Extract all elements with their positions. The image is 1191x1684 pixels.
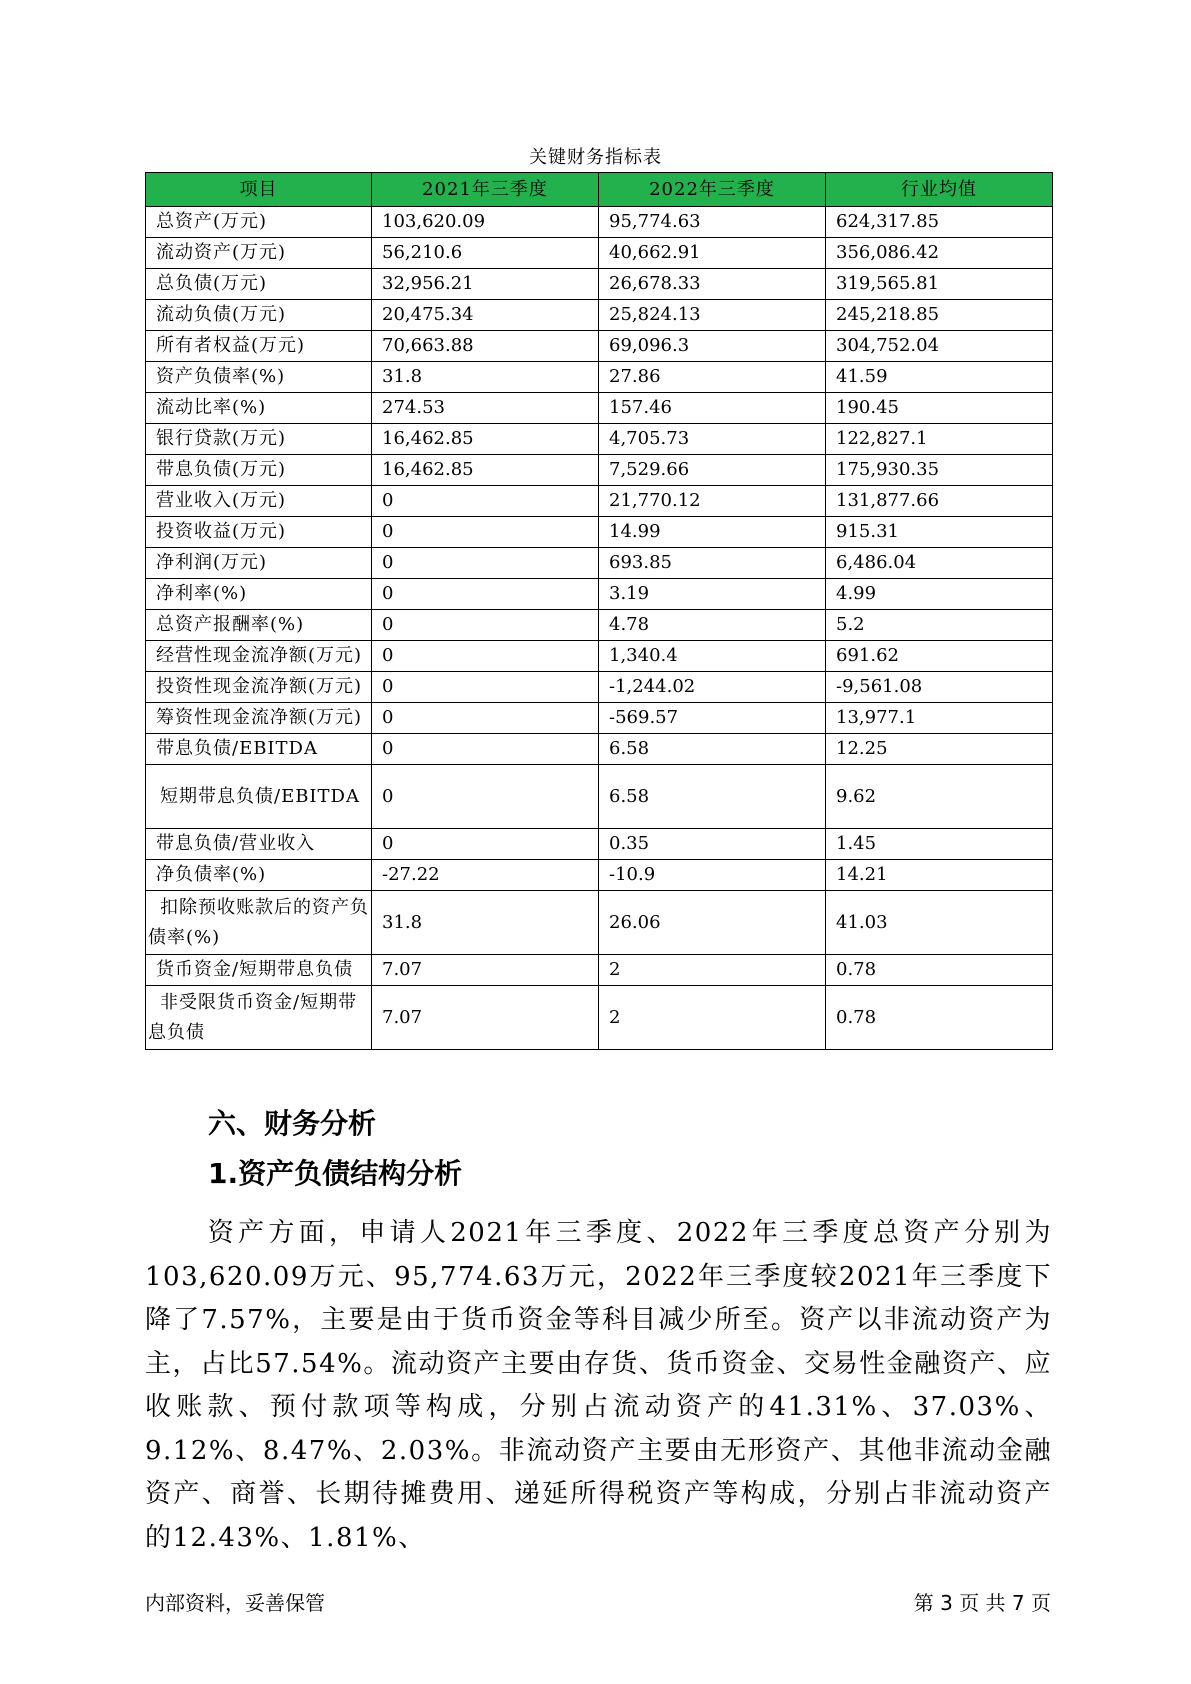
table-cell: 41.03 [826,891,1053,955]
table-row [146,393,1053,424]
table-cell: 4.78 [599,610,826,641]
table-row [146,269,1053,300]
table-row [146,955,1053,986]
table-row [146,238,1053,269]
table-caption: 关键财务指标表 [529,147,662,168]
body-paragraph-text: 资产方面，申请人2021年三季度、2022年三季度总资产分别为103,620.09万元、95,774.63万元，2022年三季度较2021年三季度下降了7.57%，主要是由于货币资金等科目减少所至。资产以非流动资产为主，占比57.54%。流动资产主要由存货、货币资金、交易性金融资产、应收账款、预付款项等构成，分别占流动资产的41.31%、37.03%、9.12%、8.47%、2.03%。非流动资产主要由无形资产、其他非流动金融资产、商誉、长期待摊费用、递延所得税资产等构成，分别占非流动资产的12.43%、1.81%、 [145,1218,1052,1553]
table-cell: 245,218.85 [826,300,1053,331]
table-row [146,765,1053,829]
row-label: 净利润(万元) [146,548,372,579]
row-label: 流动负债(万元) [146,300,372,331]
row-label: 带息负债(万元) [146,455,372,486]
table-cell: 69,096.3 [599,331,826,362]
table-cell: 0 [372,672,599,703]
table-cell: 915.31 [826,517,1053,548]
table-cell: 2 [599,986,826,1050]
table-row [146,579,1053,610]
table-cell: 3.19 [599,579,826,610]
header-2022q3: 2022年三季度 [599,173,826,207]
row-label: 短期带息负债/EBITDA [146,765,372,829]
table-cell: 1,340.4 [599,641,826,672]
table-cell: 693.85 [599,548,826,579]
table-cell: 27.86 [599,362,826,393]
table-cell: -1,244.02 [599,672,826,703]
table-cell: 319,565.81 [826,269,1053,300]
table-cell: 131,877.66 [826,486,1053,517]
table-row [146,860,1053,891]
table-cell: 25,824.13 [599,300,826,331]
table-cell: 624,317.85 [826,207,1053,238]
section-heading: 六、财务分析 [208,1107,377,1140]
table-cell: 274.53 [372,393,599,424]
footer-page-number: 第 3 页 共 7 页 [913,1591,1051,1615]
table-cell: 0 [372,641,599,672]
table-cell: 32,956.21 [372,269,599,300]
row-label: 净负债率(%) [146,860,372,891]
table-cell: 56,210.6 [372,238,599,269]
table-cell: 0 [372,829,599,860]
row-label: 所有者权益(万元) [146,331,372,362]
table-row [146,734,1053,765]
header-2021q3: 2021年三季度 [372,173,599,207]
table-cell: 0.78 [826,986,1053,1050]
table-row [146,424,1053,455]
row-label: 非受限货币资金/短期带息负债 [146,986,372,1050]
table-cell: 6.58 [599,765,826,829]
table-cell: -27.22 [372,860,599,891]
table-cell: 95,774.63 [599,207,826,238]
table-cell: 0.78 [826,955,1053,986]
table-cell: 41.59 [826,362,1053,393]
row-label: 银行贷款(万元) [146,424,372,455]
table-cell: 0 [372,610,599,641]
row-label: 净利率(%) [146,579,372,610]
body-paragraph [145,1212,1052,1560]
header-industry-avg: 行业均值 [826,173,1053,207]
table-cell: 4.99 [826,579,1053,610]
row-label: 流动比率(%) [146,393,372,424]
table-cell: 0 [372,548,599,579]
table-cell: -10.9 [599,860,826,891]
table-row [146,829,1053,860]
table-row [146,641,1053,672]
row-label: 投资收益(万元) [146,517,372,548]
table-row [146,891,1053,955]
row-label: 总资产报酬率(%) [146,610,372,641]
table-cell: 26,678.33 [599,269,826,300]
table-cell: 0 [372,486,599,517]
table-cell: 103,620.09 [372,207,599,238]
header-item: 项目 [146,173,372,207]
table-cell: -569.57 [599,703,826,734]
table-cell: 691.62 [826,641,1053,672]
table-cell: 304,752.04 [826,331,1053,362]
row-label: 资产负债率(%) [146,362,372,393]
table-row [146,207,1053,238]
table-cell: 4,705.73 [599,424,826,455]
table-cell: 40,662.91 [599,238,826,269]
table-row [146,703,1053,734]
table-row [146,548,1053,579]
row-label: 经营性现金流净额(万元) [146,641,372,672]
footer-confidential-note: 内部资料，妥善保管 [145,1591,325,1615]
section-subheading: 1.资产负债结构分析 [208,1157,463,1190]
table-cell: 190.45 [826,393,1053,424]
row-label: 流动资产(万元) [146,238,372,269]
table-cell: 0 [372,517,599,548]
table-cell: 14.21 [826,860,1053,891]
table-cell: 14.99 [599,517,826,548]
table-cell: 7.07 [372,955,599,986]
table-cell: 356,086.42 [826,238,1053,269]
table-cell: 7.07 [372,986,599,1050]
table-cell: 12.25 [826,734,1053,765]
row-label: 扣除预收账款后的资产负债率(%) [146,891,372,955]
table-cell: 31.8 [372,891,599,955]
row-label: 货币资金/短期带息负债 [146,955,372,986]
table-cell: 5.2 [826,610,1053,641]
row-label: 总负债(万元) [146,269,372,300]
table-row [146,672,1053,703]
table-cell: 7,529.66 [599,455,826,486]
table-row [146,362,1053,393]
table-cell: 20,475.34 [372,300,599,331]
table-cell: 175,930.35 [826,455,1053,486]
table-row [146,331,1053,362]
table-cell: 31.8 [372,362,599,393]
table-cell: 1.45 [826,829,1053,860]
table-row [146,517,1053,548]
table-cell: 122,827.1 [826,424,1053,455]
table-cell: 0 [372,579,599,610]
table-cell: 13,977.1 [826,703,1053,734]
row-label: 带息负债/EBITDA [146,734,372,765]
table-header-row [146,173,1053,207]
table-row [146,300,1053,331]
table-cell: 70,663.88 [372,331,599,362]
row-label: 总资产(万元) [146,207,372,238]
table-cell: 157.46 [599,393,826,424]
table-cell: 16,462.85 [372,424,599,455]
table-cell: 6.58 [599,734,826,765]
table-cell: 0 [372,765,599,829]
table-cell: 0.35 [599,829,826,860]
row-label: 投资性现金流净额(万元) [146,672,372,703]
table-cell: 26.06 [599,891,826,955]
table-row [146,610,1053,641]
table-cell: 9.62 [826,765,1053,829]
table-cell: 0 [372,703,599,734]
table-cell: 0 [372,734,599,765]
financial-indicators-table [145,172,1053,1050]
table-body [146,207,1053,1050]
table-row [146,986,1053,1050]
table-row [146,455,1053,486]
table-cell: 2 [599,955,826,986]
table-row [146,486,1053,517]
table-cell: 6,486.04 [826,548,1053,579]
row-label: 带息负债/营业收入 [146,829,372,860]
row-label: 筹资性现金流净额(万元) [146,703,372,734]
table-cell: 16,462.85 [372,455,599,486]
table-cell: -9,561.08 [826,672,1053,703]
table-cell: 21,770.12 [599,486,826,517]
row-label: 营业收入(万元) [146,486,372,517]
